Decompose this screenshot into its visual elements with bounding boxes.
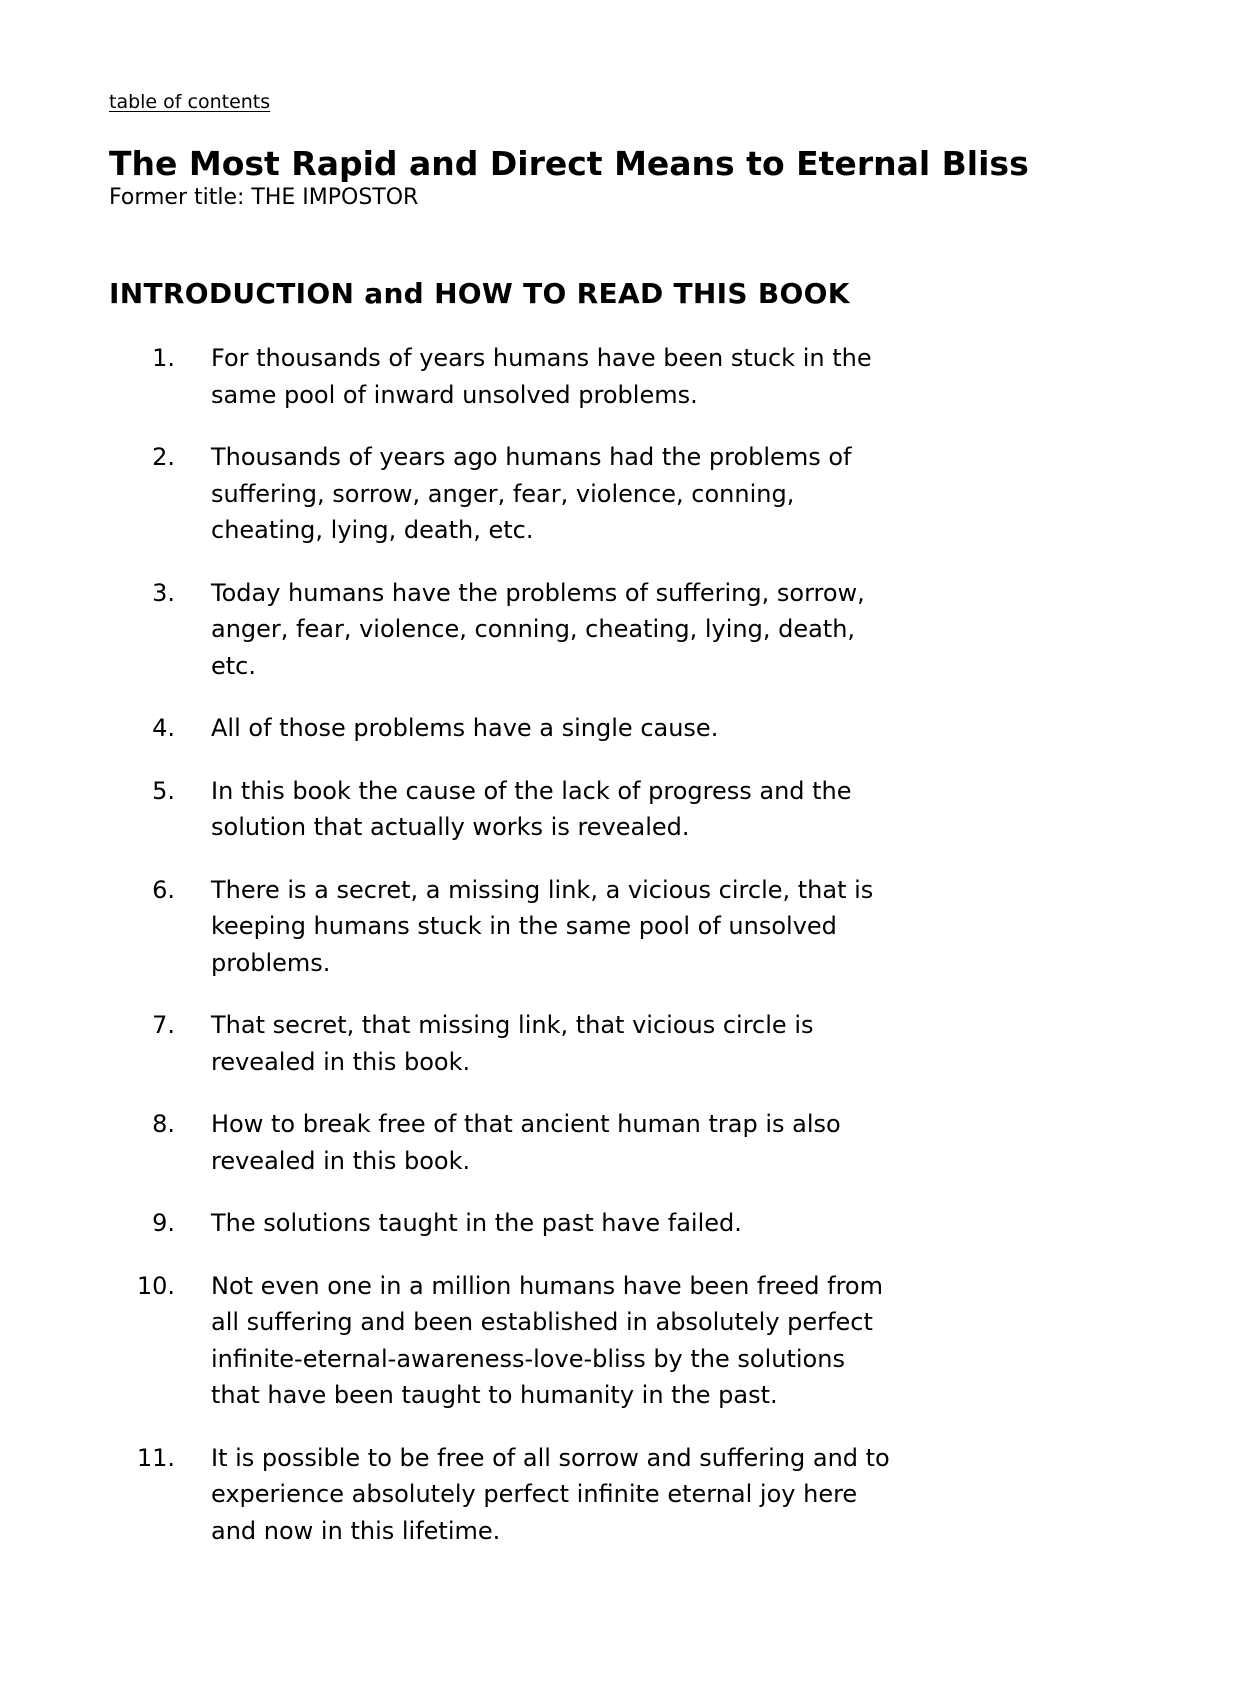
list-item: [109, 1106, 891, 1179]
item-number: 6.: [152, 875, 175, 904]
item-text: The solutions taught in the past have failed.: [211, 1209, 742, 1237]
list-item: [109, 773, 891, 846]
item-number: 8.: [152, 1110, 175, 1138]
item-text: How to break free of that ancient human trap is also revealed in this book.: [211, 1110, 841, 1175]
numbered-list: [109, 340, 1129, 1549]
book-title: The Most Rapid and Direct Means to Eternal Bliss: [109, 144, 1029, 183]
item-text: There is a secret, a missing link, a vicious circle, that is keeping humans stuck in the same pool of unsolved problems.: [211, 875, 874, 977]
list-item: [109, 439, 891, 549]
item-number: 2.: [152, 443, 175, 471]
section-heading: INTRODUCTION and HOW TO READ THIS BOOK: [109, 277, 850, 310]
item-text: It is possible to be free of all sorrow and suffering and to experience absolutely perfect infinite eternal joy here and now in this lifetime.: [211, 1443, 890, 1545]
former-title: Former title: THE IMPOSTOR: [109, 185, 419, 210]
table-of-contents-link[interactable]: table of contents: [109, 91, 271, 113]
document-page: [109, 88, 1129, 1575]
list-item: [109, 575, 891, 685]
list-item: [109, 710, 891, 747]
item-number: 10.: [136, 1271, 175, 1300]
list-item: [109, 340, 891, 413]
item-text: Not even one in a million humans have been freed from all suffering and been established in absolutely perfect infinite-eternal-awareness-love-bliss by the solutions that have been taught to humanity in the past.: [211, 1271, 883, 1409]
list-item: [109, 1007, 891, 1080]
item-number: 4.: [152, 714, 175, 742]
item-number: 11.: [136, 1443, 175, 1472]
list-item: [109, 1440, 891, 1550]
item-number: 5.: [152, 776, 175, 805]
item-number: 3.: [152, 578, 175, 607]
item-number: 7.: [152, 1011, 175, 1039]
item-text: For thousands of years humans have been stuck in the same pool of inward unsolved problems.: [211, 344, 872, 409]
item-text: Thousands of years ago humans had the problems of suffering, sorrow, anger, fear, violence, conning, cheating, lying, death, etc.: [211, 443, 852, 544]
item-number: 1.: [152, 344, 175, 372]
list-item: [109, 872, 891, 982]
item-number: 9.: [152, 1209, 175, 1237]
list-item: [109, 1205, 891, 1242]
item-text: All of those problems have a single cause.: [211, 714, 719, 742]
item-text: Today humans have the problems of suffering, sorrow, anger, fear, violence, conning, cheating, lying, death, etc.: [211, 578, 865, 680]
list-item: [109, 1268, 891, 1414]
item-text: In this book the cause of the lack of progress and the solution that actually works is revealed.: [211, 776, 852, 841]
item-text: That secret, that missing link, that vicious circle is revealed in this book.: [211, 1011, 814, 1076]
